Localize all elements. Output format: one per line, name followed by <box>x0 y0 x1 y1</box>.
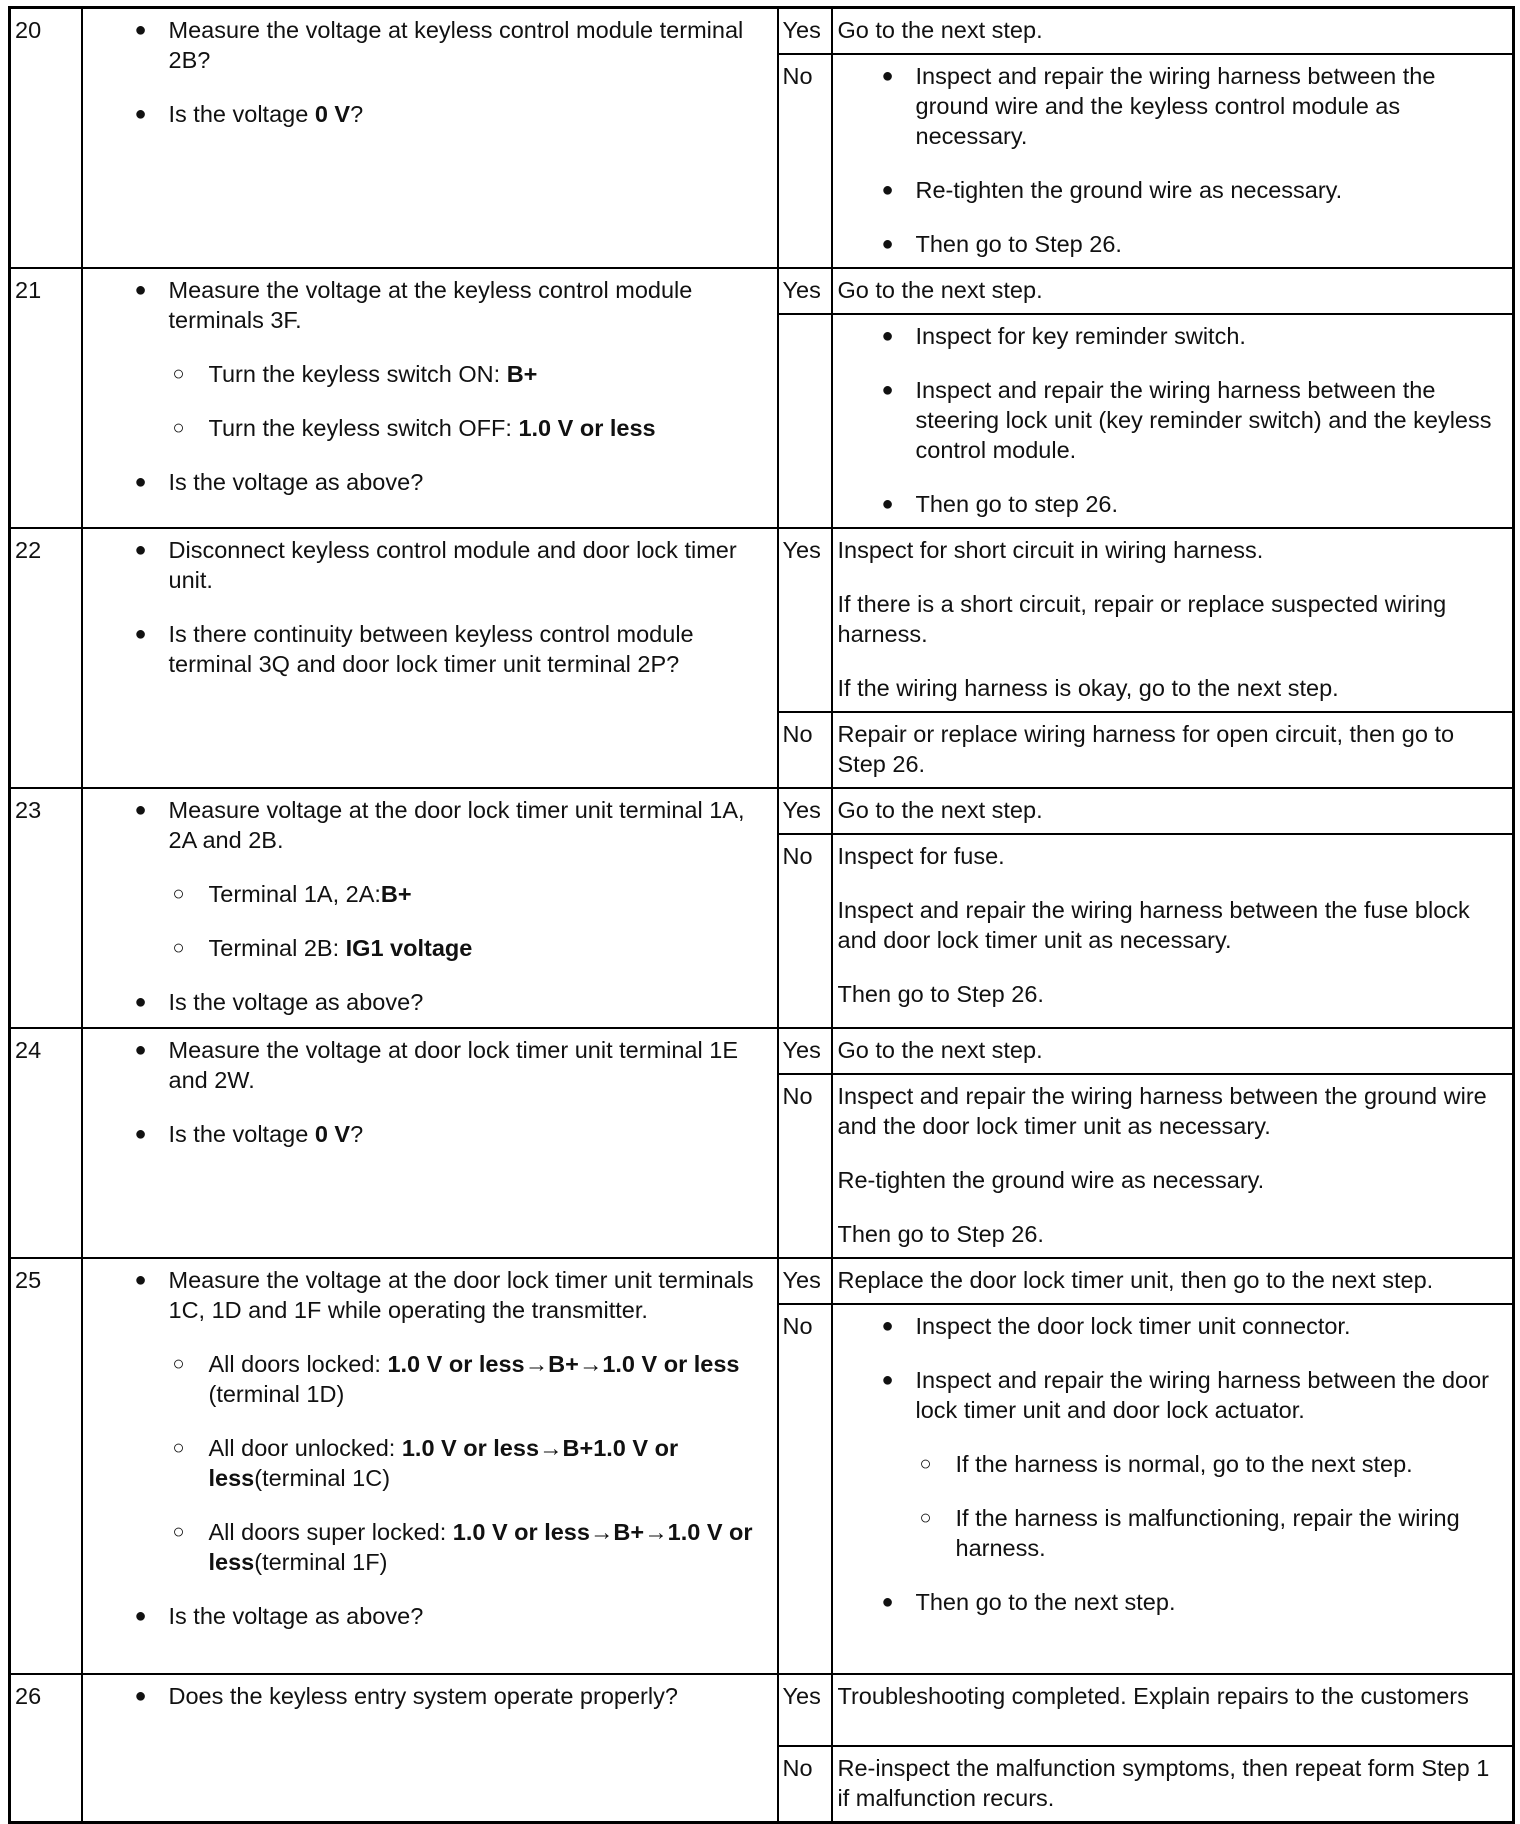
action-subitem: ○ All door unlocked: 1.0 V or less→B+1.0 V or less(terminal 1C) <box>169 1433 769 1493</box>
action-item: ● Is the voltage as above? <box>91 1601 769 1631</box>
result-paragraph: Inspect and repair the wiring harness between the ground wire and the door lock timer unit as necessary. <box>837 1083 1487 1139</box>
no-result <box>832 834 1514 1028</box>
result-paragraph: If there is a short circuit, repair or replace suspected wiring harness. <box>837 591 1447 647</box>
action-item: ● Is the voltage as above? <box>91 987 769 1017</box>
step-number: 20 <box>10 8 82 269</box>
result-item: ● Inspect and repair the wiring harness between the ground wire and the keyless control module as necessary. <box>838 61 1507 151</box>
step-action <box>82 268 778 528</box>
step-action <box>82 1258 778 1674</box>
action-item: ● Disconnect keyless control module and door lock timer unit. <box>91 535 769 595</box>
step-action <box>82 528 778 788</box>
result-subitem: ○ If the harness is malfunctioning, repair the wiring harness. <box>916 1503 1507 1563</box>
no-result: Repair or replace wiring harness for open circuit, then go to Step 26. <box>832 712 1514 788</box>
action-subitem: ○ All doors locked: 1.0 V or less→B+→1.0 V or less (terminal 1D) <box>169 1349 769 1409</box>
yes-result: Go to the next step. <box>832 788 1514 834</box>
no-label: No <box>778 834 832 1028</box>
step-action <box>82 788 778 1028</box>
yes-label: Yes <box>778 268 832 314</box>
step-row <box>10 788 1514 834</box>
step-number: 25 <box>10 1258 82 1674</box>
action-subitem: ○ Terminal 1A, 2A:B+ <box>169 879 769 909</box>
yes-result <box>832 528 1514 712</box>
action-item: ● Measure the voltage at keyless control module terminal 2B? <box>91 15 769 75</box>
result-item: ● Inspect the door lock timer unit connector. <box>838 1311 1507 1341</box>
yes-result: Replace the door lock timer unit, then go to the next step. <box>832 1258 1514 1304</box>
action-subitem: ○ All doors super locked: 1.0 V or less→B+→1.0 V or less(terminal 1F) <box>169 1517 769 1577</box>
result-paragraph: If the wiring harness is okay, go to the next step. <box>837 675 1339 701</box>
step-row <box>10 528 1514 712</box>
step-action <box>82 1674 778 1823</box>
action-item: ● Does the keyless entry system operate properly? <box>91 1681 769 1711</box>
yes-label: Yes <box>778 1674 832 1746</box>
step-action <box>82 1028 778 1258</box>
step-action <box>82 8 778 269</box>
yes-label: Yes <box>778 8 832 55</box>
step-row <box>10 1028 1514 1074</box>
result-paragraph: Then go to Step 26. <box>837 1221 1044 1247</box>
no-label: No <box>778 1746 832 1823</box>
no-label: No <box>778 1304 832 1674</box>
action-subitem: ○ Turn the keyless switch ON: B+ <box>169 359 769 389</box>
action-item: ● Measure the voltage at the door lock timer unit terminals 1C, 1D and 1F while operating the transmitter. ○ All doors locked: 1.0 V or less→B+→1.0 V or less (terminal 1D) ○ All door unlocked: 1.0 V or less→B+1.0 V or less(terminal 1C) ○ All doors super locked: 1.0 V or less→B+→1.0 V or less(terminal 1F) <box>91 1265 769 1577</box>
result-item: ● Then go to the next step. <box>838 1587 1507 1617</box>
no-result <box>832 1304 1514 1674</box>
no-label: No <box>778 54 832 268</box>
result-item: ● Inspect and repair the wiring harness between the door lock timer unit and door lock actuator. ○ If the harness is normal, go to the next step. ○ If the harness is malfunctioning, repair the wiring harness. <box>838 1365 1507 1563</box>
action-subitem: ○ Terminal 2B: IG1 voltage <box>169 933 769 963</box>
step-number: 23 <box>10 788 82 1028</box>
no-result <box>832 1074 1514 1258</box>
no-label: No <box>778 1074 832 1258</box>
action-item: ● Measure voltage at the door lock timer unit terminal 1A, 2A and 2B. ○ Terminal 1A, 2A:B+ ○ Terminal 2B: IG1 voltage <box>91 795 769 963</box>
step-number: 26 <box>10 1674 82 1823</box>
action-item: ● Measure the voltage at door lock timer unit terminal 1E and 2W. <box>91 1035 769 1095</box>
result-item: ● Then go to Step 26. <box>838 229 1507 259</box>
yes-label: Yes <box>778 1028 832 1074</box>
step-row <box>10 268 1514 314</box>
step-number: 22 <box>10 528 82 788</box>
action-subitem: ○ Turn the keyless switch OFF: 1.0 V or less <box>169 413 769 443</box>
step-row <box>10 1674 1514 1746</box>
action-item: ● Is the voltage as above? <box>91 467 769 497</box>
troubleshooting-table <box>8 6 1515 1824</box>
action-item: ● Is the voltage 0 V? <box>91 99 769 129</box>
result-paragraph: Inspect and repair the wiring harness between the fuse block and door lock timer unit as necessary. <box>837 897 1470 953</box>
yes-result: Go to the next step. <box>832 1028 1514 1074</box>
yes-result: Go to the next step. <box>832 268 1514 314</box>
result-paragraph: Inspect for short circuit in wiring harness. <box>837 537 1264 563</box>
action-item: ● Measure the voltage at the keyless control module terminals 3F. ○ Turn the keyless switch ON: B+ ○ Turn the keyless switch OFF: 1.0 V or less <box>91 275 769 443</box>
no-result: Re-inspect the malfunction symptoms, then repeat form Step 1 if malfunction recurs. <box>832 1746 1514 1823</box>
step-number: 21 <box>10 268 82 528</box>
result-item: ● Inspect for key reminder switch. <box>838 321 1507 351</box>
yes-label: Yes <box>778 788 832 834</box>
result-item: ● Re-tighten the ground wire as necessary. <box>838 175 1507 205</box>
no-label <box>778 314 832 528</box>
step-row <box>10 8 1514 55</box>
yes-result: Go to the next step. <box>832 8 1514 55</box>
step-row <box>10 1258 1514 1304</box>
yes-label: Yes <box>778 528 832 712</box>
no-label: No <box>778 712 832 788</box>
action-item: ● Is there continuity between keyless control module terminal 3Q and door lock timer unit terminal 2P? <box>91 619 769 679</box>
yes-result: Troubleshooting completed. Explain repairs to the customers <box>832 1674 1514 1746</box>
result-subitem: ○ If the harness is normal, go to the next step. <box>916 1449 1507 1479</box>
yes-label: Yes <box>778 1258 832 1304</box>
no-result <box>832 54 1514 268</box>
result-item: ● Inspect and repair the wiring harness between the steering lock unit (key reminder switch) and the keyless control module. <box>838 375 1507 465</box>
result-item: ● Then go to step 26. <box>838 489 1507 519</box>
action-item: ● Is the voltage 0 V? <box>91 1119 769 1149</box>
step-number: 24 <box>10 1028 82 1258</box>
troubleshooting-document <box>8 6 1512 1824</box>
result-paragraph: Inspect for fuse. <box>837 843 1005 869</box>
result-paragraph: Re-tighten the ground wire as necessary. <box>837 1167 1265 1193</box>
result-paragraph: Then go to Step 26. <box>837 981 1044 1007</box>
no-result <box>832 314 1514 528</box>
